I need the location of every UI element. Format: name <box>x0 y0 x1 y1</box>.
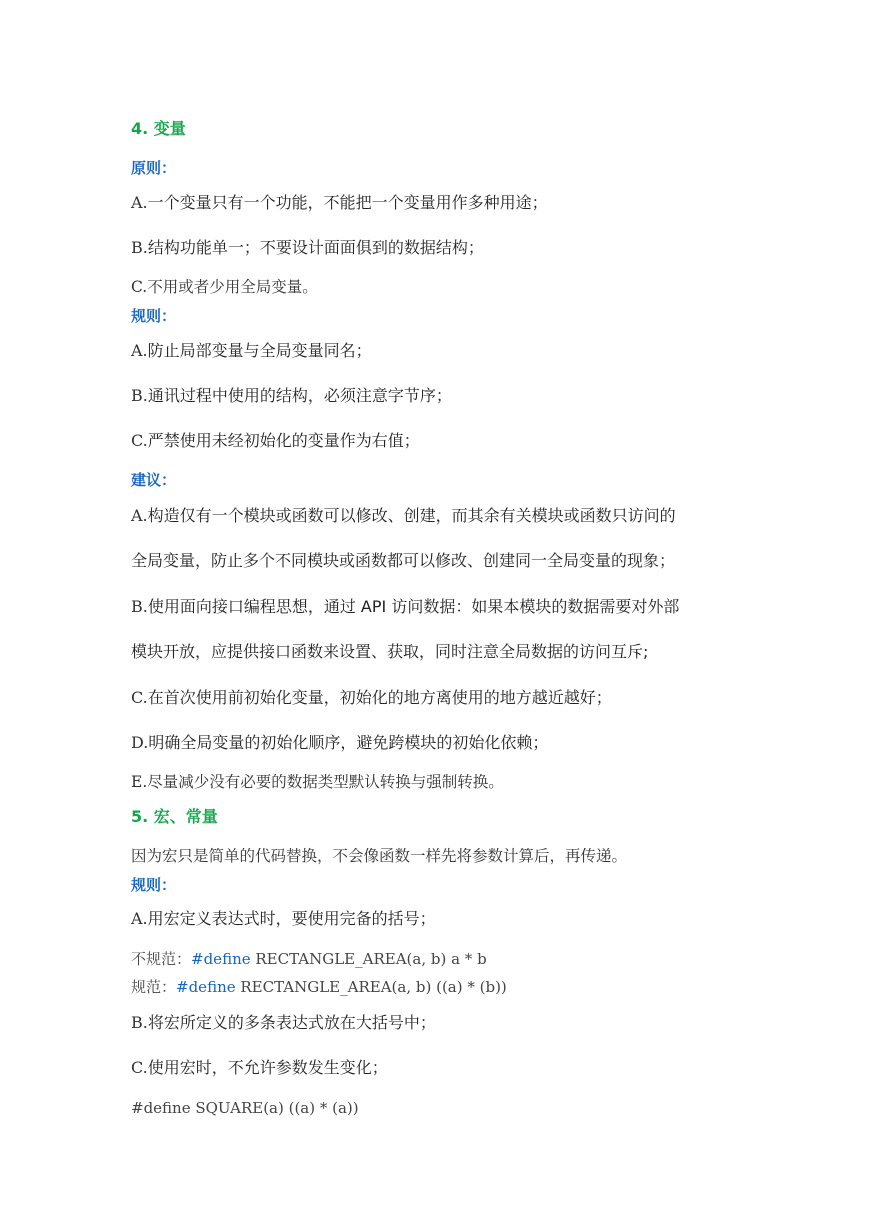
rule-a: A.防止局部变量与全局变量同名； <box>131 341 372 360</box>
suggestion-c: C.在首次使用前初始化变量，初始化的地方离使用的地方越近越好； <box>131 688 612 707</box>
suggestions-heading: 建议： <box>131 471 177 489</box>
macro-rules-heading: 规则： <box>131 876 177 894</box>
suggestion-a-line1: A.构造仅有一个模块或函数可以修改、创建，而其余有关模块或函数只访问的 <box>131 506 676 525</box>
macro-rule-b: B.将宏所定义的多条表达式放在大括号中； <box>131 1013 436 1032</box>
macro-rule-c: C.使用宏时，不允许参数发生变化； <box>131 1058 388 1077</box>
define-keyword: #define <box>176 978 236 996</box>
principle-b: B.结构功能单一；不要设计面面俱到的数据结构； <box>131 238 484 257</box>
good-example: 规范：#define RECTANGLE_AREA(a, b) ((a) * (b)) <box>131 978 507 996</box>
suggestion-e: E.尽量减少没有必要的数据类型默认转换与强制转换。 <box>131 773 504 791</box>
rules-heading: 规则： <box>131 307 177 325</box>
suggestion-b-line2: 模块开放，应提供接口函数来设置、获取，同时注意全局数据的访问互斥; <box>131 642 649 661</box>
bad-example: 不规范：#define RECTANGLE_AREA(a, b) a * b <box>131 950 487 968</box>
macro-rule-a: A.用宏定义表达式时，要使用完备的括号； <box>131 909 436 928</box>
suggestion-b-line1: B.使用面向接口编程思想，通过 API 访问数据：如果本模块的数据需要对外部 <box>131 597 680 616</box>
section-title-macros: 5. 宏、常量 <box>131 807 218 826</box>
square-macro-example: #define SQUARE(a) ((a) * (a)) <box>131 1099 359 1117</box>
principle-c: C.不用或者少用全局变量。 <box>131 278 318 296</box>
rule-b: B.通讯过程中使用的结构，必须注意字节序； <box>131 386 452 405</box>
macro-intro: 因为宏只是简单的代码替换，不会像函数一样先将参数计算后，再传递。 <box>131 847 628 865</box>
principles-heading: 原则： <box>131 159 177 177</box>
rule-c: C.严禁使用未经初始化的变量作为右值； <box>131 431 420 450</box>
define-keyword: #define <box>191 950 251 968</box>
suggestion-a-line2: 全局变量，防止多个不同模块或函数都可以修改、创建同一全局变量的现象； <box>131 551 676 570</box>
principle-a: A.一个变量只有一个功能，不能把一个变量用作多种用途； <box>131 193 548 212</box>
suggestion-d: D.明确全局变量的初始化顺序，避免跨模块的初始化依赖； <box>131 733 549 752</box>
section-title-variables: 4. 变量 <box>131 119 186 138</box>
